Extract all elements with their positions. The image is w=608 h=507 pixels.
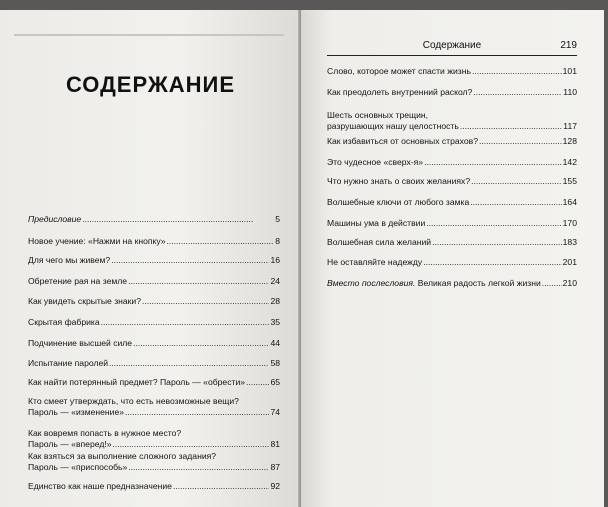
toc-entry-title: Пароль — «вперед!» (28, 438, 112, 449)
dot-leader (542, 278, 562, 289)
toc-entry-title: Не оставляйте надежду (327, 257, 423, 267)
toc-page-number: 81 (270, 438, 280, 449)
toc-entry (327, 176, 577, 187)
dot-leader (473, 87, 562, 98)
dot-leader (423, 257, 561, 268)
dot-leader (125, 407, 269, 418)
running-head (327, 39, 577, 56)
toc-entry-line: Кто смеет утверждать, что есть невозможные вещи? (28, 396, 239, 406)
toc-entry (28, 396, 280, 417)
toc-entry-title: Как преодолеть внутренний раскол? (327, 87, 473, 97)
toc-entry-title: Машины ума в действии (327, 218, 426, 228)
toc-entry-title: Это чудесное «сверх-я» (327, 157, 424, 167)
toc-entry-line: Как взяться за выполнение сложного задания? (28, 451, 217, 461)
toc-entry (28, 317, 280, 328)
toc-entry-line: Шесть основных трещин, (327, 110, 429, 120)
toc-page-number: 101 (562, 66, 577, 76)
toc-entry (28, 236, 280, 247)
toc-page-number: 8 (275, 236, 280, 246)
toc-entry-lead: Вместо послесловия. (327, 278, 416, 288)
dot-leader (424, 157, 562, 168)
toc-entry (28, 481, 280, 492)
right-page (301, 10, 604, 507)
toc-entry-title-text: Великая радость легкой жизни (417, 278, 541, 288)
toc-entry (28, 338, 280, 349)
toc-page-number: 164 (562, 197, 577, 207)
toc-entry-title: Предисловие (28, 214, 82, 224)
dot-leader (113, 439, 270, 450)
dot-leader (128, 462, 269, 473)
toc-entry-title: Обретение рая на земле (28, 276, 128, 286)
toc-entry (327, 110, 577, 131)
toc-entry (327, 87, 577, 98)
toc-entry (327, 136, 577, 147)
dot-leader (460, 121, 562, 132)
dot-leader (470, 197, 561, 208)
toc-page-number: 110 (563, 87, 577, 97)
toc-entry (327, 278, 577, 289)
dot-leader (472, 66, 562, 77)
toc-page-number: 24 (270, 276, 280, 286)
toc-entry (28, 214, 280, 225)
toc-page-number: 35 (270, 317, 280, 327)
dot-leader (471, 176, 562, 187)
dot-leader (142, 296, 269, 307)
toc-entry-title: Что нужно знать о своих желаниях? (327, 176, 471, 186)
dot-leader (101, 317, 270, 328)
dot-leader (111, 255, 269, 266)
toc-entry-title: Единство как наше предназначение (28, 481, 172, 491)
toc-entry (327, 218, 577, 229)
toc-entry-title: Подчинение высшей силе (28, 338, 133, 348)
toc-page-number: 87 (270, 461, 280, 472)
toc-entry-title: Для чего мы живем? (28, 255, 111, 265)
toc-entry-title: разрушающих нашу целостность (327, 120, 459, 131)
running-head-title: Содержание (422, 40, 482, 51)
toc-page-number: 201 (562, 257, 577, 267)
toc-entry (28, 296, 280, 307)
toc-entry-title (327, 278, 541, 289)
toc-entry (28, 276, 280, 287)
left-page (0, 10, 301, 507)
toc-entry (327, 197, 577, 208)
toc-page-number: 92 (270, 481, 280, 491)
bleed-through-line (14, 34, 284, 36)
toc-entry-title: Волшебные ключи от любого замка (327, 197, 470, 207)
toc-page-number: 74 (270, 406, 280, 417)
toc-page-number: 58 (270, 358, 280, 368)
dot-leader (109, 358, 269, 369)
toc-entry (28, 255, 280, 266)
toc-page-number: 155 (562, 176, 577, 186)
toc-entry (28, 358, 280, 369)
toc-page-number: 16 (270, 255, 280, 265)
toc-entry (327, 157, 577, 168)
toc-entry-title: Как найти потерянный предмет? Пароль — «обрести» (28, 377, 246, 387)
dot-leader (426, 218, 561, 229)
dot-leader (246, 377, 269, 388)
toc-page-number: 183 (562, 237, 577, 247)
toc-page-number: 28 (270, 296, 280, 306)
toc-entry-title: Слово, которое может спасти жизнь (327, 66, 471, 76)
toc-entry (28, 428, 280, 449)
dot-leader (479, 136, 562, 147)
toc-entry (327, 257, 577, 268)
toc-entry-title: Новое учение: «Нажми на кнопку» (28, 236, 166, 246)
toc-page-number: 5 (275, 214, 280, 224)
toc-page-number: 117 (563, 120, 577, 131)
dot-leader (82, 214, 274, 225)
toc-page-number: 128 (562, 136, 577, 146)
toc-entry-title: Пароль — «приспособь» (28, 461, 128, 472)
toc-entry-title: Испытание паролей (28, 358, 109, 368)
toc-entry-title: Как избавиться от основных страхов? (327, 136, 479, 146)
dot-leader (128, 276, 269, 287)
toc-page-number: 44 (270, 338, 280, 348)
dot-leader (432, 237, 562, 248)
toc-entry (327, 66, 577, 77)
toc-entry-title: Пароль — «изменение» (28, 406, 125, 417)
toc-entry-line: Как вовремя попасть в нужное место? (28, 428, 182, 438)
contents-title: СОДЕРЖАНИЕ (65, 72, 236, 97)
toc-page-number: 65 (270, 377, 280, 387)
dot-leader (167, 236, 275, 247)
toc-entry-title: Как увидеть скрытые знаки? (28, 296, 142, 306)
dot-leader (173, 481, 269, 492)
toc-entry (327, 237, 577, 248)
toc-page-number: 210 (562, 278, 577, 288)
toc-page-number: 170 (562, 218, 577, 228)
toc-page-number: 142 (562, 157, 577, 167)
toc-entry (28, 451, 280, 472)
page-number: 219 (560, 40, 577, 51)
toc-entry (28, 377, 280, 388)
toc-entry-title: Скрытая фабрика (28, 317, 100, 327)
toc-entry-title: Волшебная сила желаний (327, 237, 432, 247)
dot-leader (133, 338, 269, 349)
